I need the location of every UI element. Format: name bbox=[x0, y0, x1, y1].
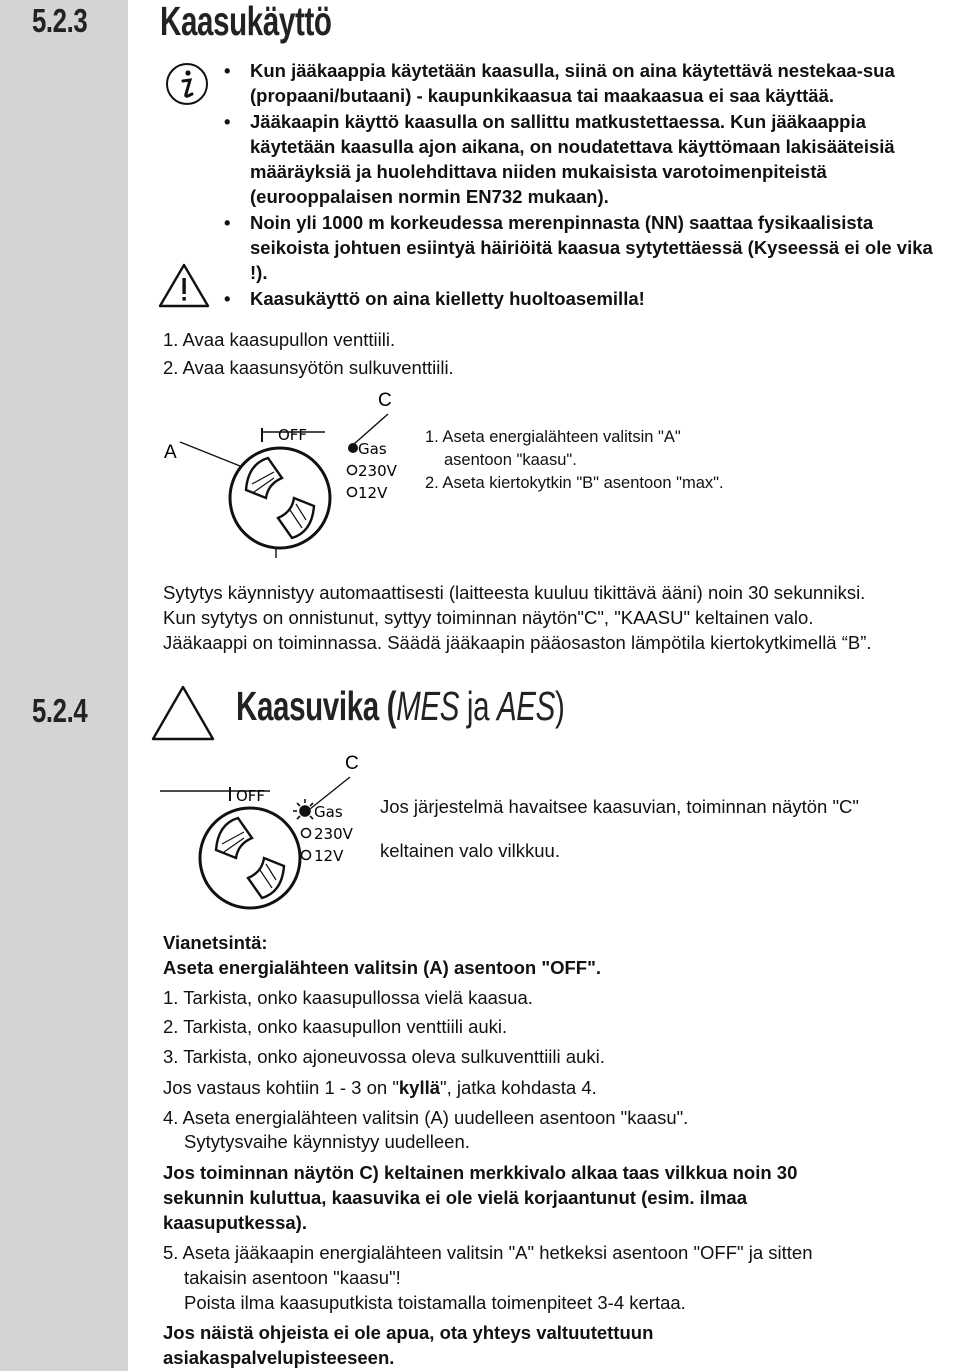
answer-line: Jos vastaus kohtiin 1 - 3 on "kyllä", jatka kohdasta 4. bbox=[163, 1077, 597, 1098]
info-icon bbox=[165, 62, 209, 106]
step-open-shutoff-valve: 2. Avaa kaasunsyötön sulkuventtiili. bbox=[163, 357, 454, 378]
warning-line3: kaasuputkessa). bbox=[163, 1212, 307, 1233]
final-advice-line1: Jos näistä ohjeista ei ole apua, ota yhteys valtuutettuun bbox=[163, 1322, 654, 1343]
option-230v-2: 230V bbox=[314, 825, 353, 843]
option-gas: Gas bbox=[358, 440, 387, 458]
bullet-text: Kun jääkaappia käytetään kaasulla, siinä on aina käytettävä nestekaa-sua (propaani/butaani) - kaupunkikaasua tai maakaasua ei saa käyttää. bbox=[250, 60, 895, 107]
troubleshooting-heading: Vianetsintä: bbox=[163, 932, 268, 953]
section-title-kaasukaytto: Kaasukäyttö bbox=[160, 0, 332, 44]
safety-bullet-list bbox=[224, 58, 954, 311]
step-open-bottle-valve: 1. Avaa kaasupullon venttiili. bbox=[163, 329, 396, 350]
bullet-text: Jääkaapin käyttö kaasulla on sallittu matkustettaessa. Kun jääkaappia käytetään kaasulla ajon aikana, on noudatettava käyttömaan lakisääteisiä määräyksiä ja huolehdittava niiden mukaisista varotoimenpiteistä (eurooppalaisen normin EN732 mukaan). bbox=[250, 110, 895, 208]
energy-selector-diagram bbox=[150, 380, 410, 560]
bullet-item: • Kun jääkaappia käytetään kaasulla, siinä on aina käytettävä nestekaa-sua (propaani/butaani) - kaupunkikaasua tai maakaasua ei saa käyttää. bbox=[224, 60, 895, 107]
bullet-text: Kaasukäyttö on aina kielletty huoltoasemilla! bbox=[250, 287, 645, 309]
final-advice-line2: asiakaspalvelupisteeseen. bbox=[163, 1347, 395, 1368]
diagram-note-2: 2. Aseta kiertokytkin "B" asentoon "max". bbox=[425, 474, 724, 492]
step-4-line1: 4. Aseta energialähteen valitsin (A) uudelleen asentoon "kaasu". bbox=[163, 1107, 689, 1128]
option-230v: 230V bbox=[358, 462, 397, 480]
diagram-note-1: 1. Aseta energialähteen valitsin "A" bbox=[425, 428, 681, 446]
bullet-item: • Noin yli 1000 m korkeudessa merenpinnasta (NN) saattaa fysikaalisista seikoista johtuen esiintyä häiriöitä kaasua sytytettäessä (Kyseessä ei ole vika !). bbox=[224, 211, 933, 284]
warning-line2: sekunnin kuluttua, kaasuvika ei ole vielä korjaantunut (esim. ilmaa bbox=[163, 1187, 747, 1208]
bullet-item: • Jääkaapin käyttö kaasulla on sallittu matkustettaessa. Kun jääkaappia käytetään kaasulla ajon aikana, on noudatettava käyttömaan lakisääteisiä määräyksiä ja huolehdittava niiden mukaisista varotoimenpiteistä (eurooppalaisen normin EN732 mukaan). bbox=[224, 110, 895, 208]
label-c-2: C bbox=[345, 753, 359, 774]
diagram-note-1b: asentoon "kaasu". bbox=[444, 451, 577, 469]
bullet-text: Noin yli 1000 m korkeudessa merenpinnasta (NN) saattaa fysikaalisista seikoista johtuen esiintyä häiriöitä kaasua sytytettäessä (Kyseessä ei ole vika !). bbox=[250, 211, 933, 284]
troubleshooting-first-step: Aseta energialähteen valitsin (A) asentoon "OFF". bbox=[163, 957, 601, 978]
label-c: C bbox=[378, 390, 392, 411]
ignition-paragraph-line2: Kun sytytys on onnistunut, syttyy toiminnan näytön"C", "KAASU" keltainen valo. bbox=[163, 607, 814, 628]
step-5-line3: Poista ilma kaasuputkista toistamalla toimenpiteet 3-4 kertaa. bbox=[184, 1292, 686, 1313]
fault-note-line1: Jos järjestelmä havaitsee kaasuvian, toiminnan näytön "C" bbox=[380, 796, 859, 817]
section-number-5-2-3: 5.2.3 bbox=[32, 2, 88, 39]
ignition-paragraph-line1: Sytytys käynnistyy automaattisesti (laitteesta kuuluu tikittävä ääni) noin 30 sekunniksi. bbox=[163, 582, 866, 603]
warning-icon bbox=[158, 262, 210, 308]
section-title-kaasuvika: Kaasuvika (MES ja AES) bbox=[236, 683, 565, 729]
step-5-line1: 5. Aseta jääkaapin energialähteen valitsin "A" hetkeksi asentoon "OFF" ja sitten bbox=[163, 1242, 813, 1263]
option-gas-2: Gas bbox=[314, 803, 343, 821]
fault-note-line2: keltainen valo vilkkuu. bbox=[380, 840, 560, 861]
section-number-gutter bbox=[0, 0, 128, 1371]
step-5-line2: takaisin asentoon "kaasu"! bbox=[184, 1267, 401, 1288]
check-1: 1. Tarkista, onko kaasupullossa vielä kaasua. bbox=[163, 987, 533, 1008]
ignition-paragraph-line3: Jääkaappi on toiminnassa. Säädä jääkaapin pääosaston lämpötila kiertokytkimellä “B”. bbox=[163, 632, 872, 653]
option-12v: 12V bbox=[358, 484, 388, 502]
off-label: OFF bbox=[278, 426, 308, 444]
step-4-line2: Sytytysvaihe käynnistyy uudelleen. bbox=[184, 1131, 470, 1152]
bullet-item: • Kaasukäyttö on aina kielletty huoltoasemilla! bbox=[224, 287, 645, 309]
gas-fault-indicator-diagram bbox=[160, 745, 380, 910]
blinking-light-icon bbox=[293, 799, 313, 819]
check-3: 3. Tarkista, onko ajoneuvossa oleva sulkuventtiili auki. bbox=[163, 1046, 605, 1067]
label-a: A bbox=[164, 442, 177, 463]
check-2: 2. Tarkista, onko kaasupullon venttiili auki. bbox=[163, 1016, 508, 1037]
section-number-5-2-4: 5.2.4 bbox=[32, 692, 88, 729]
caution-triangle-icon bbox=[150, 684, 216, 742]
warning-line1: Jos toiminnan näytön C) keltainen merkkivalo alkaa taas vilkkua noin 30 bbox=[163, 1162, 798, 1183]
option-12v-2: 12V bbox=[314, 847, 344, 865]
off-label-2: OFF bbox=[236, 787, 266, 805]
